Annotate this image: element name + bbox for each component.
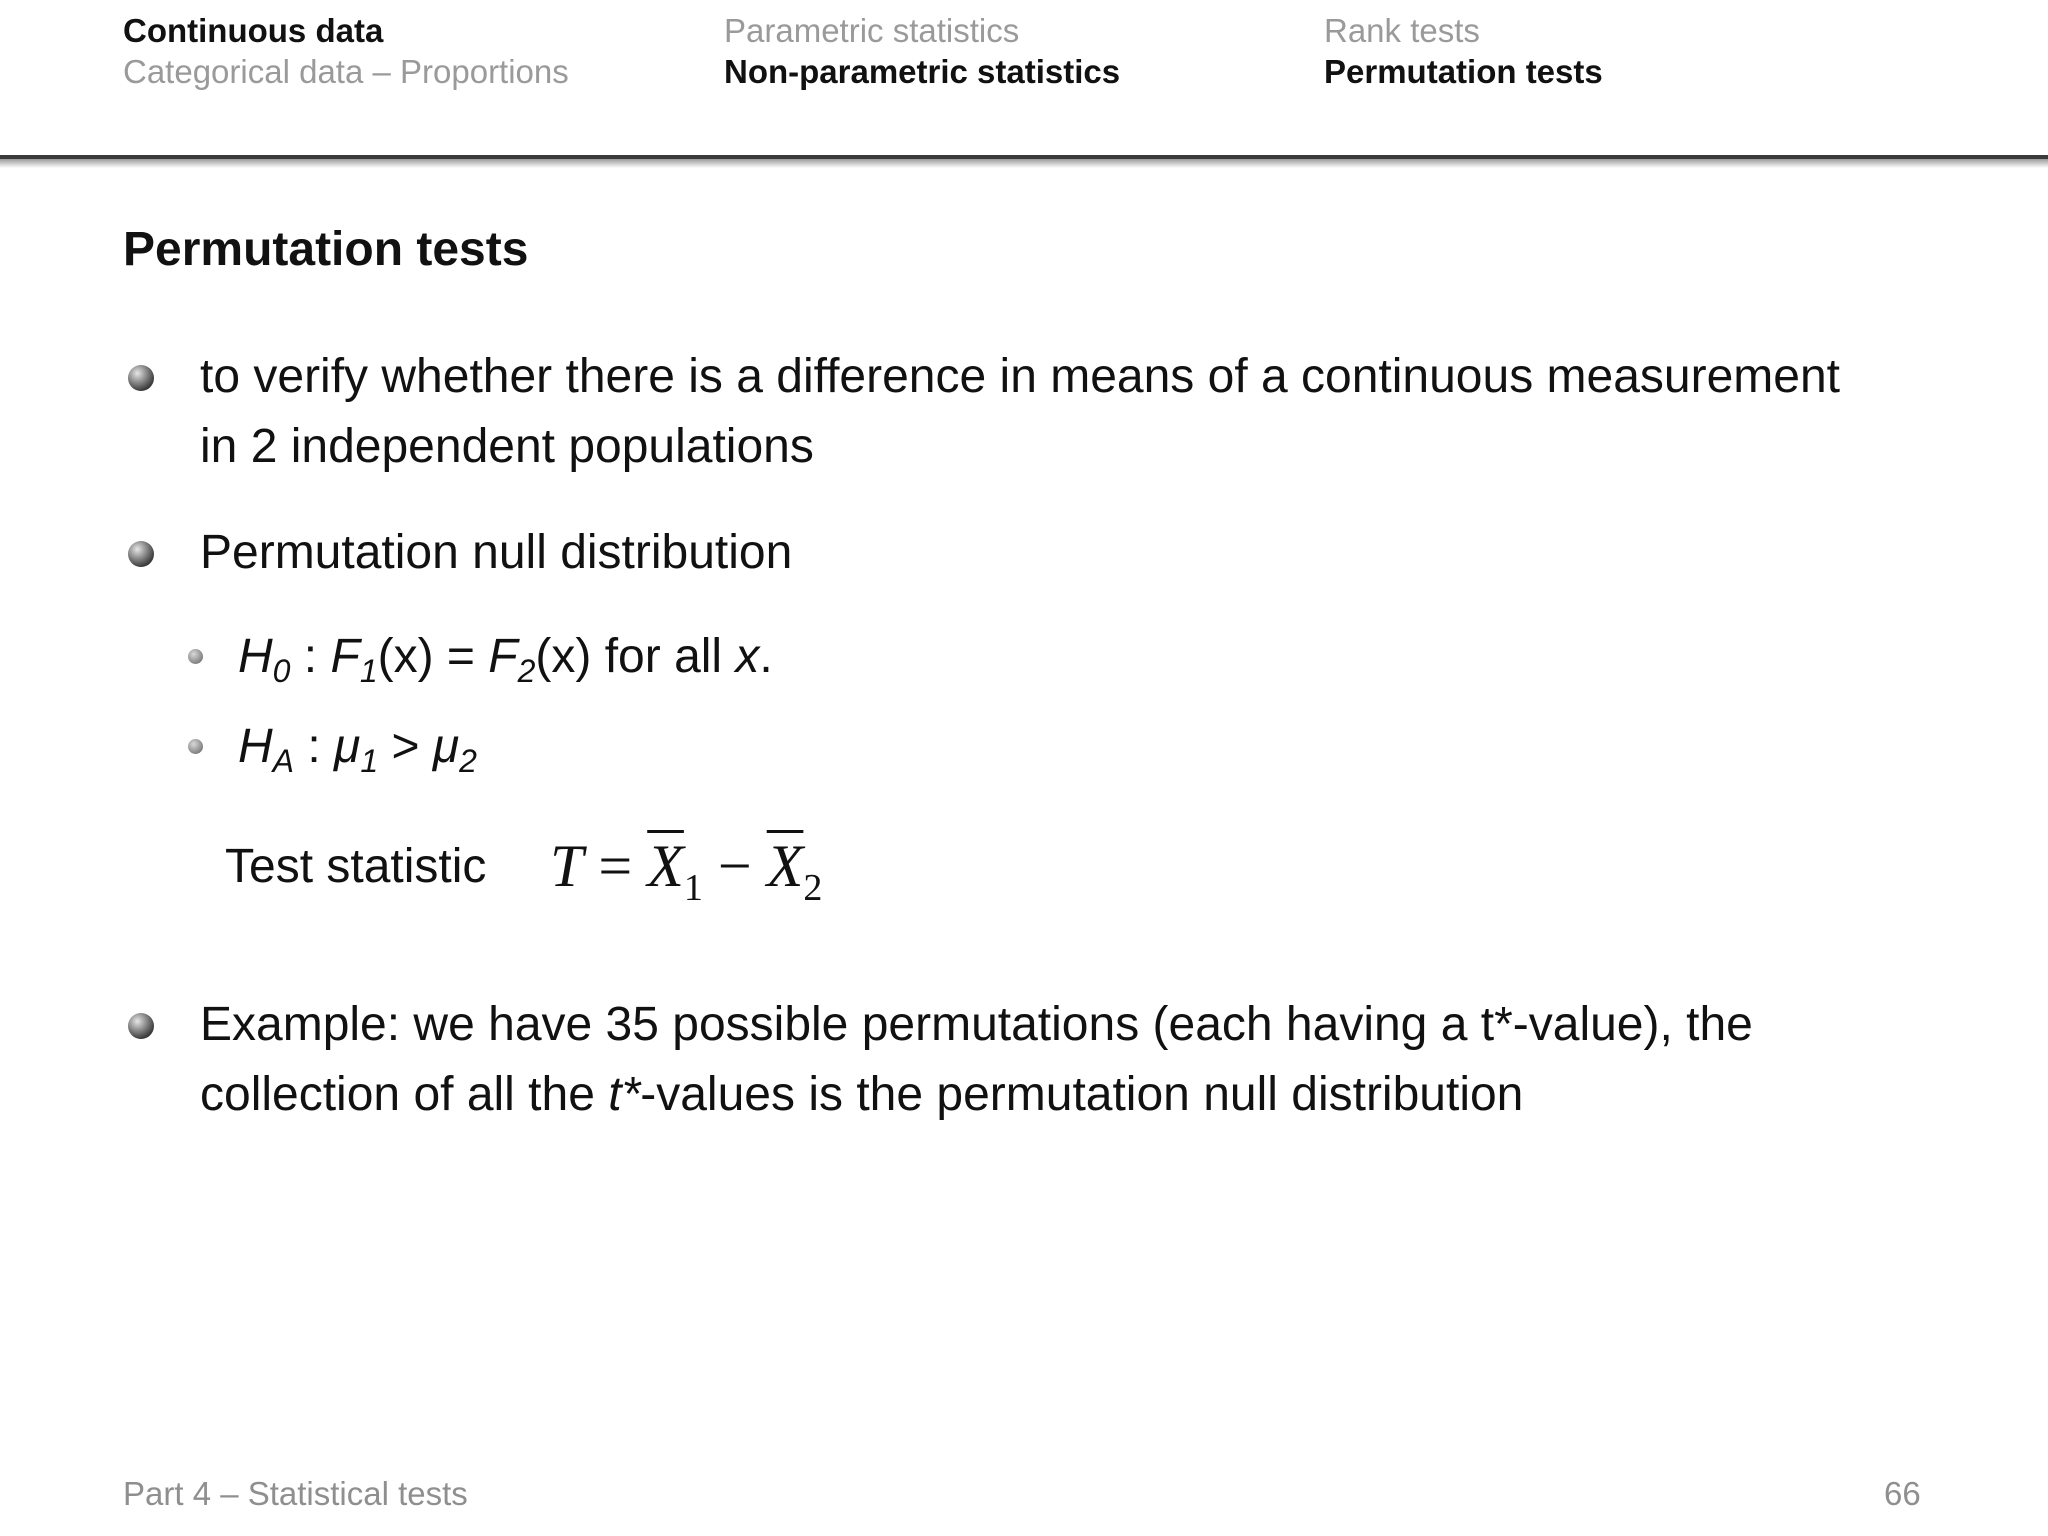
bullet-line xyxy=(200,1060,1753,1130)
h0-symbol: H xyxy=(238,630,273,683)
formula-equals: = xyxy=(583,833,648,899)
mu1-symbol: μ xyxy=(334,720,361,773)
sub-bullet-dot-icon xyxy=(188,649,203,664)
nav-categorical-data[interactable]: Categorical data – Proportions xyxy=(123,53,569,90)
example-text-pre: collection of all the xyxy=(200,1068,609,1121)
test-statistic-label: Test statistic xyxy=(225,840,487,893)
bullet-ball-icon xyxy=(128,365,154,391)
formula-minus: − xyxy=(702,833,767,899)
ha-greater-than: > xyxy=(378,720,433,773)
f2-argument: (x) xyxy=(535,630,592,683)
sub-bullet-dot-icon xyxy=(188,739,203,754)
bullet-text: Permutation null distribution xyxy=(200,526,793,579)
header-shadow xyxy=(0,159,2048,168)
ha-symbol: H xyxy=(238,720,273,773)
bullet-line: Example: we have 35 possible permutations (each having a t*-value), the xyxy=(200,998,1753,1051)
navigation-bar xyxy=(0,0,2048,158)
page-number: 66 xyxy=(1884,1475,1921,1512)
footer-part-label: Part 4 – Statistical tests xyxy=(123,1475,468,1512)
nav-frame-column xyxy=(1324,10,1603,92)
nav-parametric-statistics[interactable]: Parametric statistics xyxy=(724,12,1020,49)
example-text-post: -values is the permutation null distribution xyxy=(640,1068,1524,1121)
h0-for-all: for all xyxy=(591,630,736,683)
nav-subsection-column xyxy=(724,10,1120,92)
bullet-text xyxy=(200,990,1753,1130)
f1-argument: (x) xyxy=(377,630,434,683)
example-t-star: t* xyxy=(608,1068,641,1121)
mu2-subscript: 2 xyxy=(459,743,477,779)
nav-continuous-data[interactable]: Continuous data xyxy=(123,12,384,49)
nav-section-column xyxy=(123,10,569,92)
f2-symbol: F xyxy=(488,630,518,683)
formula-x2-subscript: 2 xyxy=(803,867,823,909)
f1-symbol: F xyxy=(330,630,360,683)
nav-permutation-tests[interactable]: Permutation tests xyxy=(1324,53,1603,90)
f2-subscript: 2 xyxy=(517,653,536,689)
bullet-ball-icon xyxy=(128,541,154,567)
bullet-text xyxy=(200,342,1840,482)
h0-subscript: 0 xyxy=(272,653,291,689)
h0-x: x xyxy=(735,630,760,683)
formula-x1-bar: $\overline{X}$ xyxy=(647,833,684,899)
f1-subscript: 1 xyxy=(359,653,378,689)
test-statistic-formula xyxy=(550,826,823,909)
bullet-line: in 2 independent populations xyxy=(200,420,814,473)
hypothesis-alternative xyxy=(238,712,477,782)
h0-period: . xyxy=(759,630,773,683)
formula-x1-subscript: 1 xyxy=(683,867,703,909)
h0-colon: : xyxy=(290,630,331,683)
formula-t: T xyxy=(550,833,584,899)
formula-x2-bar: $\overline{X}$ xyxy=(766,833,804,899)
nav-non-parametric-statistics[interactable]: Non-parametric statistics xyxy=(724,53,1121,90)
ha-subscript: A xyxy=(272,743,295,779)
ha-colon: : xyxy=(294,720,335,773)
bullet-ball-icon xyxy=(128,1013,154,1039)
mu2-symbol: μ xyxy=(432,720,460,773)
hypothesis-null xyxy=(238,622,773,692)
nav-rank-tests[interactable]: Rank tests xyxy=(1324,12,1480,49)
h0-equals: = xyxy=(433,630,489,683)
slide-title: Permutation tests xyxy=(123,223,529,276)
bullet-line: to verify whether there is a difference in means of a continuous measurement xyxy=(200,350,1840,403)
mu1-subscript: 1 xyxy=(360,743,379,779)
